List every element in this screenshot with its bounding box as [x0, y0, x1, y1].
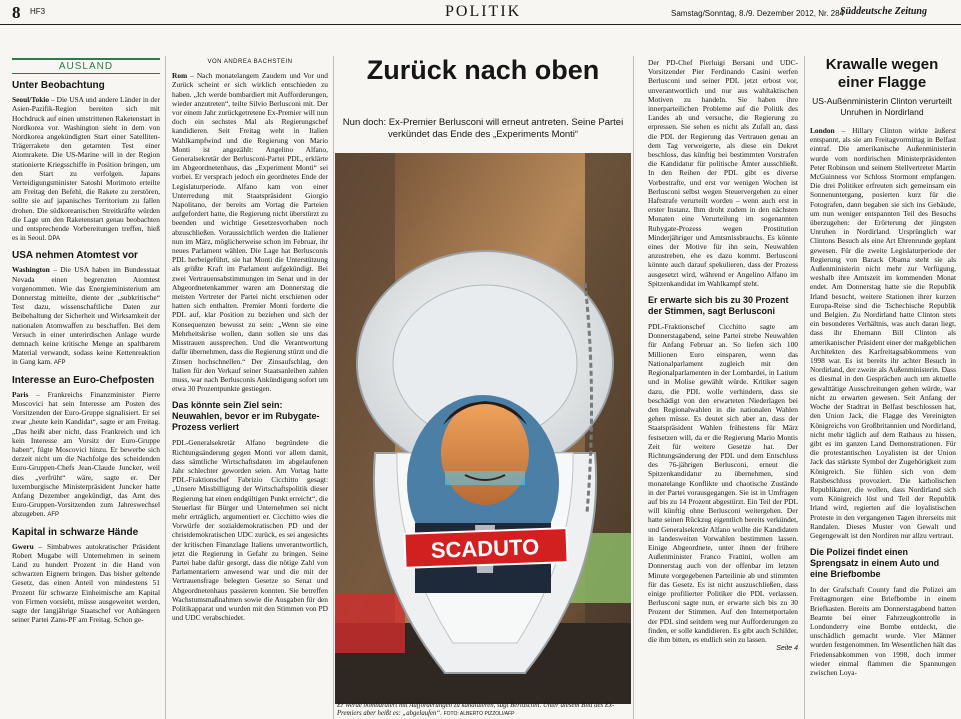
article-text: – Hillary Clinton wirkte äußerst entspannt, als sie am Freitagvormittag in Belfast eintraf. Die amerikanische Außenministerin wurde vom nordirischen Ministerpräsidenten Peter Robinson und seinem Stellvertreter Martin McGuinness vor Schloss Stormont empfangen. Die drei Politiker erfreuten sich gemeinsam ein Sonnenuntergang, posierten kurz für die Fotografen, dann begaben sie sich ins Gebäude, um nun weniger entspannten Teil des Besuchs überzugehen: der Erörterung der jüngsten Unruhen in Nordirland. Ursprünglich war Clintons Besuch als eine Art Ehrenrunde geplant gewesen. Für die zweite Legislaturperiode der Regierung von Barack Obama steht sie als Außenministerin nicht mehr zur Verfügung, weshalb ihre Amtszeit im kommenden Monat endet. Am Donnerstag hatte sie die Republik Irland besucht, weitere Stationen ihrer kurzen Europa-Reise sind die Tschechische Republik und Belgien. Zu Nordirland hatte Clinton stets ein besonderes Verhältnis, was auch daran liegt, dass ihr Ehemann Bill Clinton als amerikanischer Präsident einer der maßgeblichen Architekten des Karfreitagsabkommens von 1998 war. Es ist bereits ihr achter Besuch in Nordirland, der zweite als Außenministerin. Dass es diesmal in den Gesprächen auch um aktuelle gewalttätige Ausschreitungen gehen würde, war nicht zu erwarten gewesen. Seit Anfang der Woche der Stadtrat in Belfast beschlossen hat, den Union Jack, die Flagge des Vereinigten Königreichs von Großbritannien und Nordirland, nicht mehr täglich auf dem Rathaus zu hissen, gibt es im ganzen Land Demonstrationen. Für die protestantischen Loyalisten ist der Union Jack das stärkste Symbol der Zugehörigkeit zum Königreich. Sie fühlen sich von dem Ratsbeschluss provoziert. Die katholischen Republikaner, die wollen, dass Nordirland sich vom Königreich löst und Teil der Republik Irland wird, regierten auf die loyalistischen Proteste in den vergangenen Tagen ihrerseits mit Randalen. Dieses Muster von Gewalt und Gegengewalt ist den Nordiren nur allzu vertraut. [810, 126, 956, 540]
photo-illustration [335, 153, 631, 704]
article-text: PDL-Generalsekretär Alfano begründete die Richtungsänderung gegen Monti vor allem damit, dass sämtliche Wirtschaftsdaten im abgelaufenen Jahr schlechter geworden seien. Am Vortag hatte PDL-Fraktionschef Fabrizio Cicchitto gesagt: „Unsere Missbilligung der Wirtschaftspolitik dieser Regierung hat einen endgültigen Punkt erreicht“, die Steuerlast für Bürger und Unternehmen sei nicht mehr erträglich, argumentiert er. Cicchitto wies die Vorwürfe der sozialdemokratischen PD und der christdemokratischen UDC zurück, es sei angesichts der kritischen Finanzlage Italiens unverantwortlich, jetzt die Regierung in Gefahr zu bringen. Seine Partei habe dafür gesorgt, dass die nötige Zahl von Parlamentariern anwesend war und die mit der Vertrauensfrage belegten Gesetze so Senat und Abgeordnetenhaus passieren konnten. Sie betreffen Wachstumsmaßnahmen sowie die Ausgaben für den Politikapparat und wurden mit den Stimmen von PD und UDC verabschiedet. [172, 438, 328, 623]
ausland-column [12, 58, 160, 719]
news-text: – Die USA haben im Bundesstaat Nevada einen begrenzten Atomtest vorgenommen. Wie das Energieministerium am Donnerstag mitteilte, diente der „subkritische“ Test dazu, wissenschaftliche Daten zur Beibehaltung der Sicherheit und Wirksamkeit der nationalen Atomwaffen zu beschaffen. Bei dem Versuch in einer unterirdischen Anlage wurde demnach keine kritische Menge an spaltbarem Material verwandt, sodass keine Kettenreaktion in Gang kam. [12, 265, 160, 367]
dateline: Rom [172, 71, 188, 81]
edition-code: HF3 [30, 7, 46, 16]
news-headline: Kapital in schwarze Hände [12, 526, 139, 538]
right-article [810, 126, 956, 719]
news-source: DPA [48, 236, 61, 243]
section-title: POLITIK [445, 3, 522, 20]
article-text: Der PD-Chef Pierluigi Bersani und UDC-Vorsitzender Pier Ferdinando Casini werfen Berlusconi und seiner PDL jetzt erbost vor, unverantwortlich und nur aus wahltaktischen Motiven zu handeln. Sie haben ihre innerparteilichen Probleme auf die Politik des Landes ab und versuche, die Regierung zu erpressen. Sie sehen es nicht als Zufall an, dass die PDL der Regierung das Vertrauen genau an dem Tag verweigerte, als diese ein Dekret beschloss, das künftig bei bestimmten Vorstrafen die Kandidatur für politische Ämter ausschließt. In den Reihen der PDL gibt es diverse Vorbestrafte, und erst vor wenigen Wochen ist Berlusconi selbst wegen Steuervergehen zu einer Haftstrafe verurteilt worden – wenn auch erst in erster Instanz. Ihm droht zudem in den nächsten Monaten eine Verurteilung im sogenannten Rubygate-Prozess wegen Prostitution Minderjähriger und Amtsmissbrauchs. Es könnte eines der Motive für ihn sein, Neuwahlen anzustreben, ehe es dazu kommt. Berlusconi könnte auch darauf spekulieren, dass der Prozess ausgesetzt wird, während er Angelino Alfano im Spitzenkandidat im Wahlkampf steht. [648, 58, 798, 288]
article-subhead: Das könnte sein Ziel sein: Neuwahlen, bevor er im Rubygate-Prozess verliert [172, 400, 320, 433]
news-source: AFP [47, 512, 59, 519]
news-source: AFP [53, 360, 66, 367]
news-text: – Die USA und andere Länder in der Asien-Pazifik-Region bereiten sich mit Hochdruck auf einen umstrittenen Raketenstart in Nordkorea vor. Washington sieht in dem von Nordkorea angekündigten Start einer Satelliten-Trägerrakete den getarnten Test einer Atomrakete. Die US-Marine will in der Region stationierte Kriegsschiffe in Position bringen, um den Start zu verfolgen. Japans Verteidigungsminister Satoshi Morimoto erteilte am Freitag den Befehl, die Rakete zu zerstören, sollte sie auf japanisches Territorium zu fallen drohen. Die südkoreanischen Streitkräfte würden die Lage um den Raketenstart genau beobachten und entsprechende Vorbereitungen treffen, hieß es in Seoul. [12, 95, 160, 243]
author-byline: VON ANDREA BACHSTEIN [207, 59, 293, 65]
dateline: Seoul/Tokio [12, 95, 50, 105]
column-rule [333, 56, 334, 719]
news-item [12, 265, 160, 368]
ausland-kicker: AUSLAND [12, 58, 160, 74]
dateline: London [810, 126, 835, 135]
article-text: In der Grafschaft County fand die Polizei am Freitagmorgen eine Briefbombe in einem Briefkasten. Bereits am Donnerstagabend hatten Beamte bei einer Fahrzeugkontrolle in Londonderry eine Bombe entdeckt, die unschädlich gemacht wurde. Vier Männer wurden festgenommen. Im Wesentlichen hält das Friedensabkommen von 1998, doch immer wieder einmal flammen die Spannungen zwischen Loya- [810, 585, 956, 677]
news-text: – Simbabwes autokratischer Präsident Robert Mugabe will Unternehmen in seinem Land zu hundert Prozent in die Hand von schwarzen Eignern bringen. Das bisher geltende Gesetz, das einen Anteil von mindestens 51 Prozent für schwarze Einheimische am Kapital von Firmen vorsieht, müsse ausgeweitet werden, sagte der langjährige Staatschef vor Anhängern seiner Partei Zanu-PF am Freitag. Schon ge- [12, 541, 160, 625]
page-number: 8 [12, 3, 21, 22]
article-text: – Nach monatelangem Zaudern und Vor und Zurück scheint er sich wirklich entschieden zu haben. „Ich werde bombardiert mit Aufforderungen, wieder anzutreten“, teilte Silvio Berlusconi mit. Der vor einem Jahr zurückgetretene Ex-Premier will nun doch ein sechstes Mal als Regierungschef kandidieren. Seit Freitag weht in Italien Wahlkampfwind und die Regierung von Mario Monti ist angezählt: Angelino Alfano, Generalsekretär der Berlusconi-Partei PDL, erklärte im Abgeordnetenhaus, das „Experiment Monti“ sei vorbei. Er versprach jedoch ein geordnetes Ende der Legislaturperiode. Alfano kam von einer Unterredung mit Staatspräsident Giorgio Napolitano, der bereits am Vortag die Parteien aufgefordert hatte, die Regierung nicht überstürzt zu beenden und wichtige Gesetzesvorhaben noch abzuschließen. Voraussichtlich werden die Italiener nun im März, möglicherweise schon im Februar, ihr neues Parlament wählen. Die Lage hat Berlusconis PDL herbeigeführt, sie hat Monti die Unterstützung als größte Kraft im Parlament aufgekündigt. Bei zwei Vertrauensabstimmungen im Senat und in der Abgeordnetenkammer waren am Donnerstag die meisten Vertreter der Partei nicht erschienen oder hatten sich enthalten. Premier Monti forderte die PDL auf, klar Position zu beziehen und sich der Konsequenzen bewusst zu sein: „Wenn sie eine Mehrheitskrise wollen, dann sollen sie uns das Misstrauen aussprechen. Und die Verantwortung dafür übernehmen, dass die Regierung stürzt und die Zinsen hochschnellen.“ Der Zinsaufschlag, den Italien für den Verkauf seiner Staatsanleihen zahlen muss, war nach Berlusconis Ankündigung sofort um etwa 30 Prozentpunkte gestiegen. [172, 71, 328, 394]
dateline: Gweru [12, 541, 34, 551]
article-text: PDL-Fraktionschef Cicchitto sagte am Donnerstagabend, seine Partei strebe Neuwahlen für Anfang Februar an. So liefen sich 100 Millionen Euro einsparen, wenn das Nationalparlament zugleich mit den Regionalparlamenten in der Lombardei, in Latium und in Molise gewählt würde. Kritiker sagen dazu, die PDL wolle verhindern, dass sie beschädigt von den erwarteten Niederlagen bei den Regionalwahlen in die nationalen Wahlen gehen müsse. Es deutet sich aber an, dass der Staatspräsident Wahlen frühestens für März festsetzen will, da er die Regierung Mario Montis Zeit für weitere Gesetze hat. Der Richtungsänderung der PDL und dem Entschluss des 76-jährigen Berlusconi, erneut die Spitzenkandidatur zu übernehmen, sind monatelange Konflikte und chaotische Zustände in der Partei vorausgegangen. Sie ist in Umfragen auf bis zu 14 Prozent abgestürzt. Ein Teil der PDL will künftig ohne Berlusconi weitergehen. Der hatte seinen Rückzug eigentlich bereits verkündet, und Generalsekretär Alfano wollte die Kandidaten in landesweiten Vorwahlen bestimmen lassen. Einige Abgeordnete, unter ihnen der frühere Außenminister Franco Frattini, wollen am Donnerstag auch von der offenbar im letzten Minute vorgegebenen Parteilinie ab und stimmten für das Gesetz. Es ist nicht auszuschließen, dass einige profilierter Politiker die PDL verlassen. Berlusconi sagte nun, er erwarte sich bis zu 30 Prozent der Stimmen. Auf den Internetportalen der PDL sind seitdem weg nur Aufforderungen zu finden, er solle kandidieren. Es gibt auch Schilder, die ihm bitten, es endlich sein zu lassen. [648, 322, 798, 644]
main-headline: Zurück nach oben [366, 55, 600, 85]
article-subhead: Er erwarte sich bis zu 30 Prozent der Stimmen, sagt Berlusconi [648, 295, 789, 317]
caption-text: Er werde bombardiert mit Aufforderungen zu kandidieren, sagt Berlusconi. Unter diesem Bild des Ex-Premiers aber heißt es: „abgelaufen“. [337, 702, 615, 717]
main-deck: Nun doch: Ex-Premier Berlusconi will erneut antreten. Seine Partei verkündet das Ende des „Experiments Monti“ [342, 117, 624, 140]
column-rule [165, 56, 166, 719]
page-header [0, 0, 961, 25]
berlusconi-photo [335, 153, 631, 704]
photo-caption [337, 702, 629, 718]
right-headline: Krawalle wegen einer Flagge [825, 56, 939, 91]
right-deck: US-Außenministerin Clinton verurteilt Unruhen in Nordirland [812, 96, 952, 117]
news-item [12, 542, 160, 627]
column-rule [633, 56, 634, 719]
photo-credit: FOTO: ALBERTO PIZZOLI/AFP [443, 711, 515, 717]
main-article-col1 [172, 58, 328, 719]
column-rule [804, 56, 805, 719]
article-subhead: Die Polizei findet einen Sprengsatz in einem Auto und eine Briefbombe [810, 547, 940, 580]
dateline: Paris [12, 389, 29, 399]
masthead-logo: Süddeutsche Zeitung [840, 6, 927, 17]
news-headline: Unter Beobachtung [12, 80, 105, 92]
scaduto-label: SCADUTO [430, 534, 540, 563]
dateline: Washington [12, 265, 50, 275]
news-text: – Frankreichs Finanzminister Pierre Moscovici hat sein Interesse am Posten des Vorsitzenden der Euro-Gruppe signalisiert. Er sei zwar „heute kein Kandidat“, sagte er am Freitag. „Das heißt aber nicht, dass Frankreich und ich kein Interesse am Vorsitz der Euro-Gruppe haben“, fügte Moscovici hinzu. Er bewerbe sich derzeit nicht um die Nachfolge des scheidenden Euro-Gruppen-Chefs Jean-Claude Juncker, weil dies „verfrüht“ wäre, sagte er. Der luxemburgische Ministerpräsident Juncker hatte Anfang Dezember angekündigt, das Amt des Euro-Gruppen-Vorsitzenden zum Jahreswechsel abzugeben. [12, 389, 160, 519]
news-headline: USA nehmen Atomtest vor [12, 250, 138, 262]
news-item [12, 95, 160, 244]
see-page-link[interactable]: Seite 4 [776, 645, 798, 653]
news-item [12, 390, 160, 521]
issue-date: Samstag/Sonntag, 8./9. Dezember 2012, Nr. 284 [671, 9, 844, 18]
news-headline: Interesse an Euro-Chefposten [12, 374, 155, 386]
main-article-col3 [648, 58, 798, 719]
